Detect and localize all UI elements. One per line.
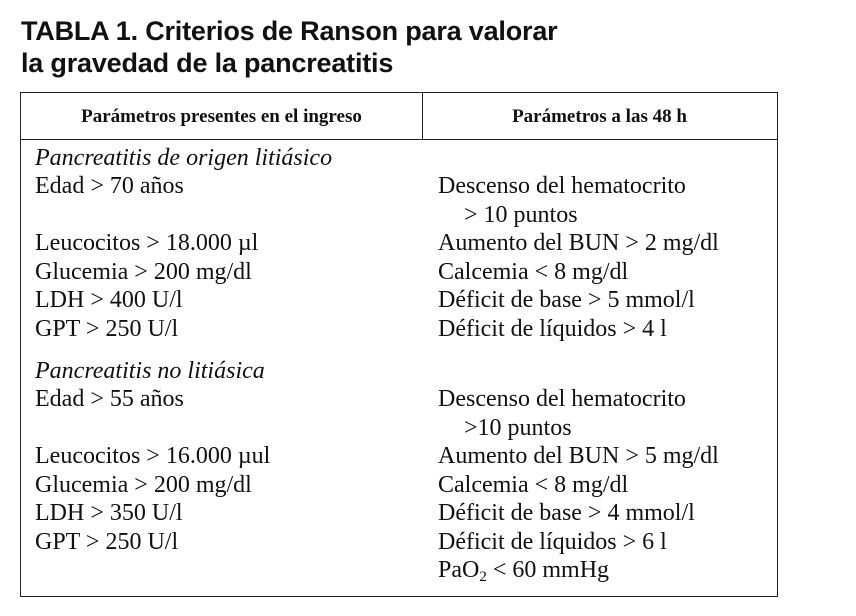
admission-criterion: Leucocitos > 18.000 µl [35,230,259,256]
table-row [21,258,777,287]
admission-criterion-empty [21,556,423,585]
table-row [21,385,777,442]
group-gallstone [21,144,777,343]
admission-criterion: GPT > 250 U/l [35,528,179,555]
table-row [21,499,777,528]
admission-criterion: LDH > 350 U/l [35,500,183,526]
pao2-subscript: 2 [479,569,487,585]
table-header-row [21,93,777,140]
table-row [21,229,777,258]
table-body [21,140,777,585]
table-row [21,172,777,229]
48h-criterion: Déficit de líquidos > 6 l [438,528,667,555]
table-title-line-2: la gravedad de la pancreatitis [21,48,394,78]
pao2-prefix: PaO [438,557,480,583]
group-non-gallstone [21,357,777,585]
admission-criterion: LDH > 400 U/l [35,287,183,313]
ranson-criteria-table [20,92,778,597]
admission-criterion: Glucemia > 200 mg/dl [35,471,252,498]
pao2-suffix: < 60 mmHg [486,557,610,583]
table-title [21,15,557,79]
48h-criterion: Calcemia < 8 mg/dl [438,258,629,285]
table-row [21,556,777,585]
48h-criterion: Aumento del BUN > 2 mg/dl [438,230,719,256]
48h-criterion-continuation: >10 puntos [464,414,572,441]
table-row [21,471,777,500]
column-header-admission: Parámetros presentes en el ingreso [21,93,423,139]
table-row [21,528,777,557]
table-row [21,315,777,344]
table-title-line-1: TABLA 1. Criterios de Ranson para valorar [21,16,558,46]
table-row [21,442,777,471]
48h-criterion-continuation: > 10 puntos [464,201,578,228]
admission-criterion: Edad > 70 años [35,173,184,199]
48h-criterion-text: Descenso del hematocrito [438,386,686,412]
48h-criterion: Déficit de base > 4 mmol/l [438,500,695,526]
group-heading: Pancreatitis de origen litiásico [35,145,333,171]
group-heading: Pancreatitis no litiásica [35,358,265,384]
48h-criterion: Aumento del BUN > 5 mg/dl [438,443,719,469]
admission-criterion: Leucocitos > 16.000 µul [35,443,271,469]
table-row [21,286,777,315]
admission-criterion: Glucemia > 200 mg/dl [35,258,252,285]
admission-criterion: Edad > 55 años [35,386,184,412]
48h-criterion: Déficit de base > 5 mmol/l [438,287,695,313]
column-header-48h: Parámetros a las 48 h [512,106,687,127]
48h-criterion: Déficit de líquidos > 4 l [438,315,667,342]
48h-criterion-pao2 [423,556,776,585]
48h-criterion: Calcemia < 8 mg/dl [438,471,629,498]
admission-criterion: GPT > 250 U/l [35,315,179,342]
48h-criterion [423,385,776,442]
48h-criterion [423,172,776,229]
48h-criterion-text: Descenso del hematocrito [438,173,686,199]
